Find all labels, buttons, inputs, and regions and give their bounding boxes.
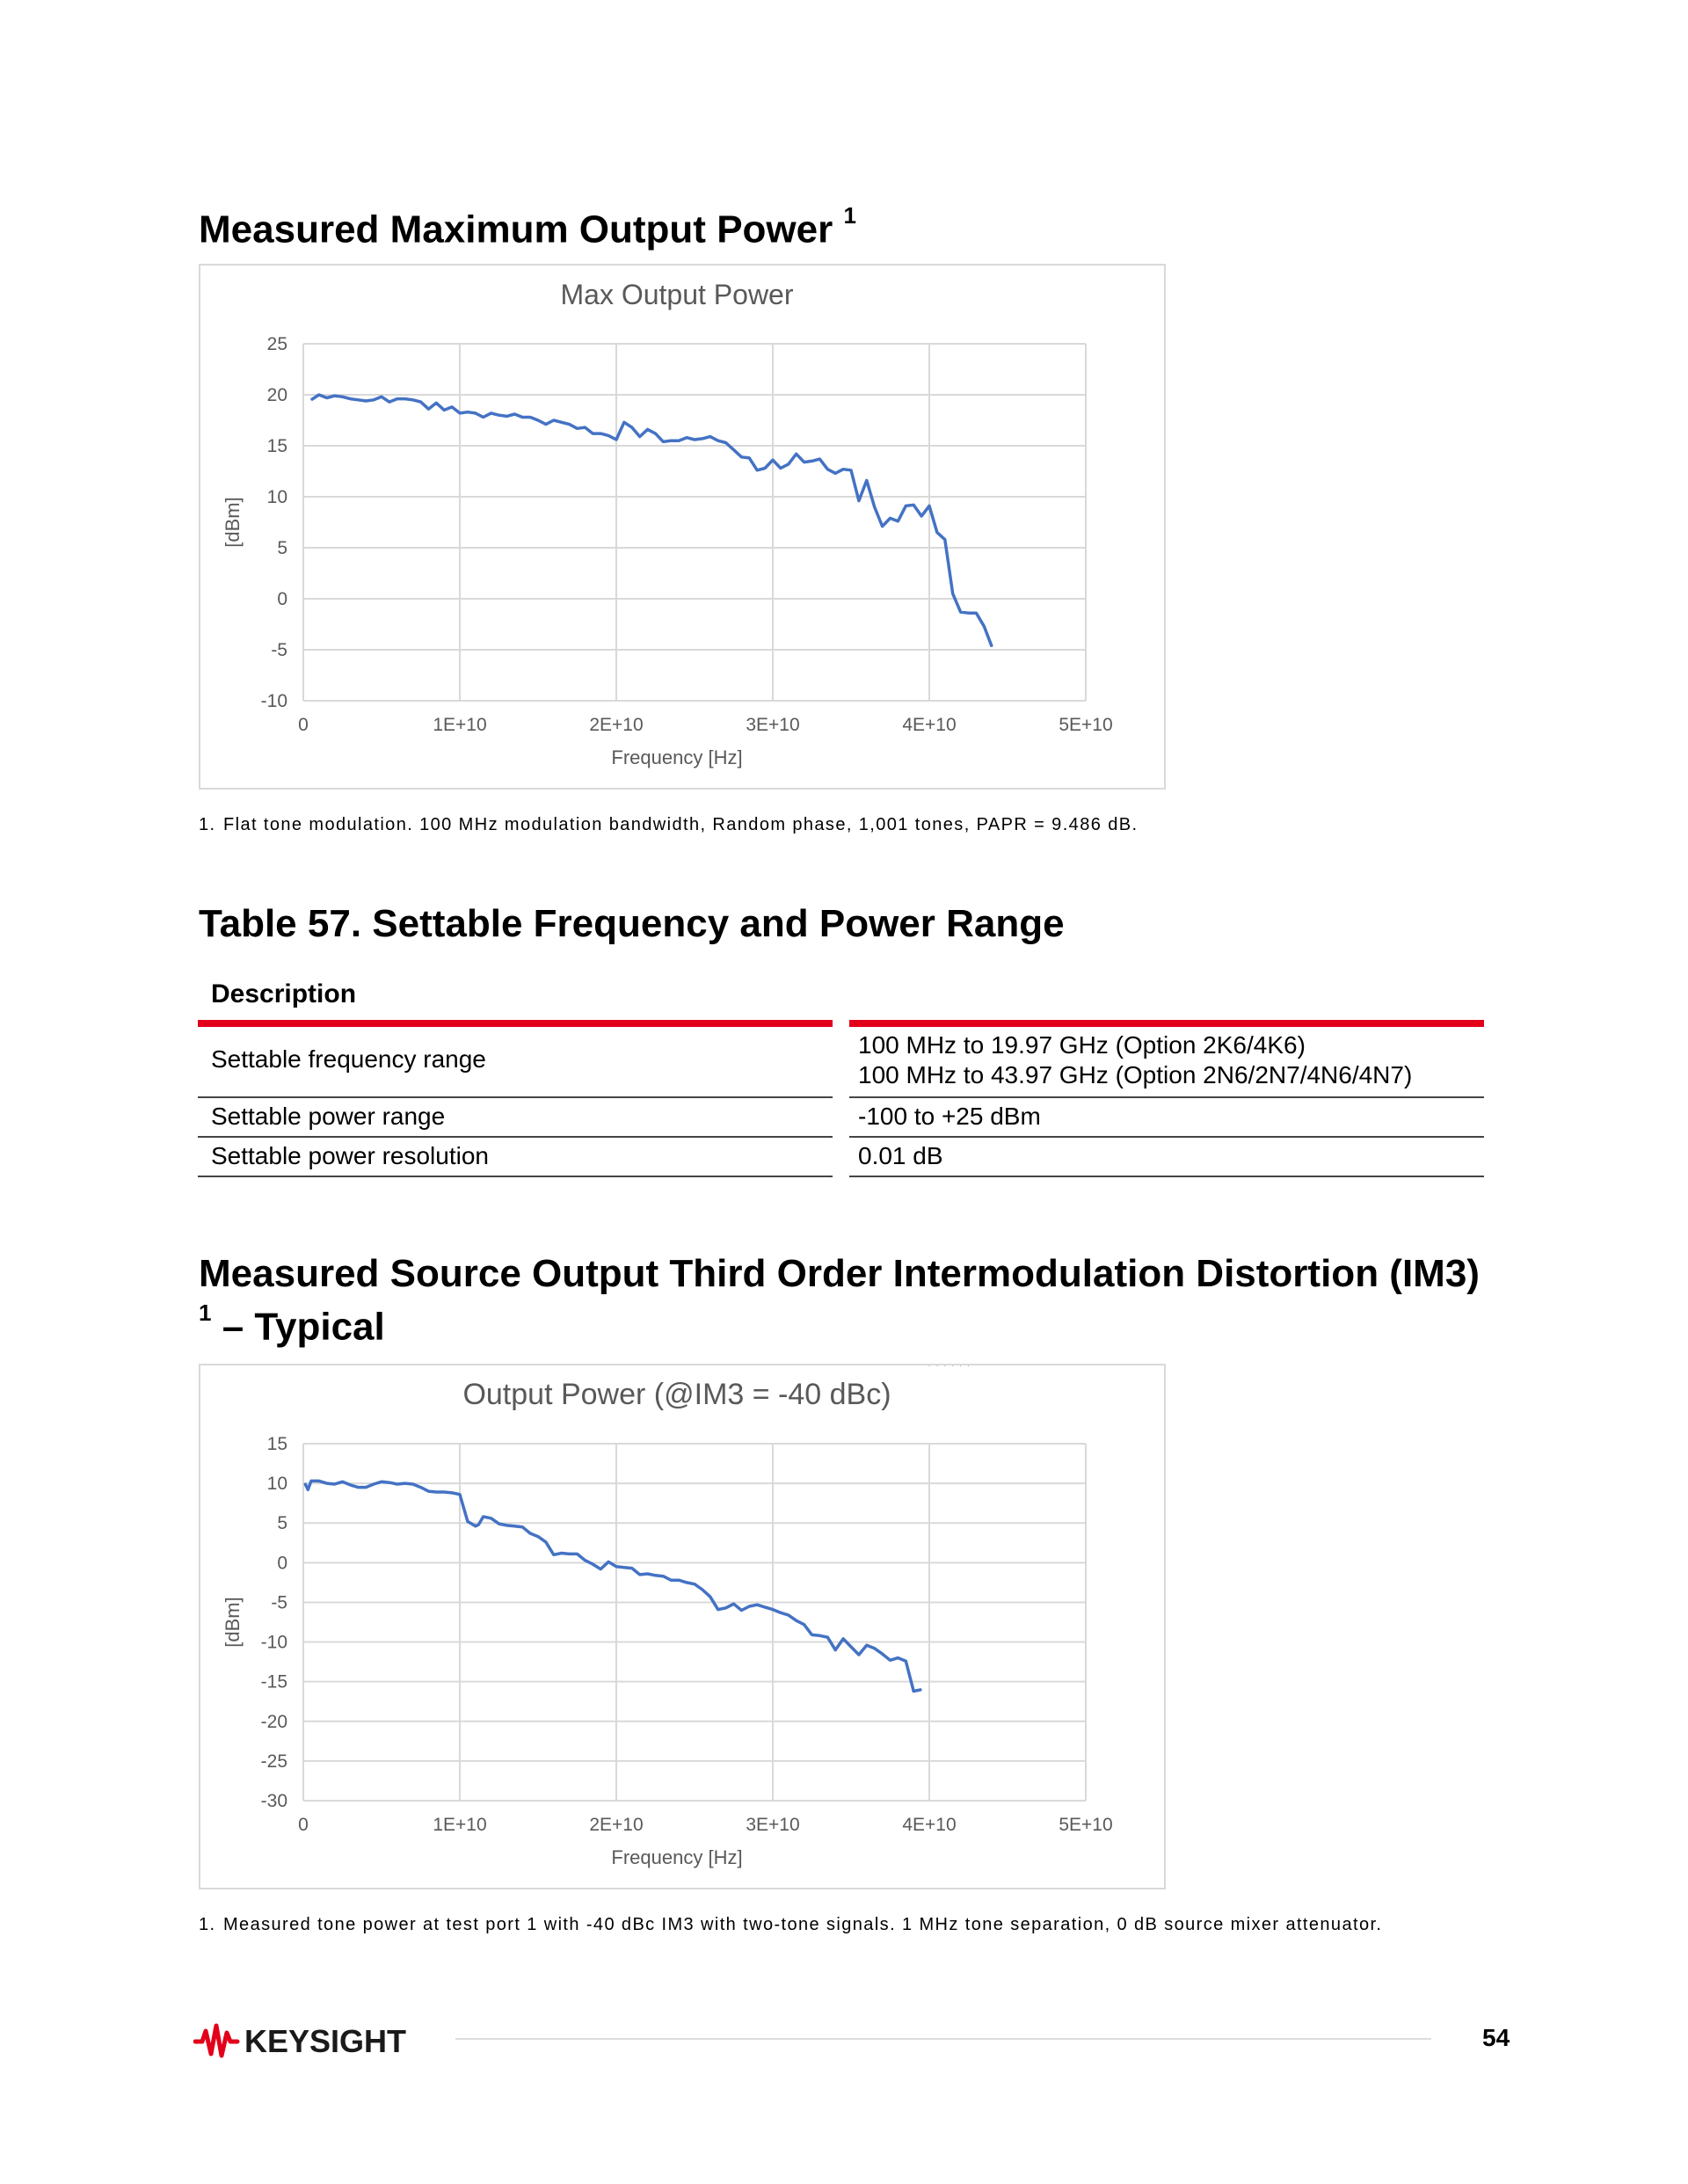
data-point xyxy=(663,441,664,442)
page-number: 54 xyxy=(1482,2024,1510,2051)
data-point xyxy=(631,427,632,428)
data-point xyxy=(796,454,797,455)
keysight-logo xyxy=(193,2015,422,2069)
data-point xyxy=(819,459,820,460)
data-point xyxy=(913,505,914,506)
table-row-divider xyxy=(849,1096,1484,1098)
data-point xyxy=(304,1483,305,1484)
data-point xyxy=(733,1604,734,1605)
data-point xyxy=(811,1634,812,1635)
data-point xyxy=(765,468,766,469)
data-point xyxy=(420,402,421,403)
data-point xyxy=(928,1365,929,1366)
data-point xyxy=(882,526,883,527)
data-point xyxy=(436,403,437,404)
data-point xyxy=(780,468,781,469)
data-point xyxy=(506,416,507,417)
data-point xyxy=(358,1487,359,1488)
x-tick-label: 1E+10 xyxy=(433,1815,487,1835)
table-row-value-line: 100 MHz to 43.97 GHz (Option 2N6/2N7/4N6/4N7) xyxy=(858,1061,1413,1088)
data-point xyxy=(553,1554,554,1555)
data-point xyxy=(569,424,570,425)
x-tick-label: 5E+10 xyxy=(1059,1815,1113,1835)
data-point xyxy=(631,1568,632,1569)
footnote-text: Measured tone power at test port 1 with -40 dBc IM3 with two-tone signals. 1 MHz tone separation, 0 dB source mixer attenuator. xyxy=(223,1915,1383,1934)
keysight-wordmark: KEYSIGHT xyxy=(244,2023,407,2059)
data-point xyxy=(623,1567,624,1568)
data-point xyxy=(308,1489,309,1490)
data-point xyxy=(467,1521,468,1522)
data-point xyxy=(545,424,546,425)
data-point xyxy=(537,419,538,420)
data-point xyxy=(968,613,969,614)
data-point xyxy=(334,1483,335,1484)
table-row-divider xyxy=(198,1136,833,1138)
section-heading-im3-line2 xyxy=(199,1296,385,1350)
data-point xyxy=(585,427,586,428)
data-point xyxy=(326,1483,327,1484)
data-point xyxy=(358,399,359,400)
data-point xyxy=(687,1582,688,1583)
series-line xyxy=(311,395,992,647)
data-point xyxy=(498,415,499,416)
data-point xyxy=(553,419,554,420)
data-point xyxy=(615,439,616,440)
data-point xyxy=(765,1606,766,1607)
data-point xyxy=(530,417,531,418)
data-point xyxy=(585,1560,586,1561)
data-point xyxy=(412,1483,413,1484)
data-point xyxy=(725,442,726,443)
data-point xyxy=(436,1491,437,1492)
data-point xyxy=(827,469,828,470)
data-point xyxy=(498,1524,499,1525)
im3-output-power-chart xyxy=(199,1364,1166,1889)
data-point xyxy=(819,1635,820,1636)
max-output-power-chart xyxy=(199,264,1166,790)
data-point xyxy=(366,400,367,401)
data-point xyxy=(350,1484,351,1485)
data-point xyxy=(874,1648,875,1649)
data-point xyxy=(835,1649,836,1650)
data-point xyxy=(984,626,985,627)
data-point xyxy=(717,440,718,441)
x-tick-label: 2E+10 xyxy=(589,715,644,735)
section-heading-text: Measured Maximum Output Power xyxy=(199,207,833,251)
data-point xyxy=(326,397,327,398)
x-tick-label: 3E+10 xyxy=(746,715,800,735)
x-tick-label: 5E+10 xyxy=(1059,715,1113,735)
data-point xyxy=(835,473,836,474)
chart-title: Output Power (@IM3 = -40 dBc) xyxy=(462,1378,891,1411)
data-point xyxy=(639,1574,640,1575)
y-tick-label: 5 xyxy=(277,538,287,558)
data-point xyxy=(522,1526,523,1527)
section-heading-im3-line1: Measured Source Output Third Order Intermodulation Distortion (IM3) xyxy=(199,1252,1480,1295)
y-tick-label: 0 xyxy=(277,1553,287,1574)
data-point xyxy=(890,518,891,519)
data-point xyxy=(522,417,523,418)
data-point xyxy=(475,412,476,413)
data-point xyxy=(882,1654,883,1655)
x-tick-label: 3E+10 xyxy=(746,1815,800,1835)
table-row-value-line: -100 to +25 dBm xyxy=(858,1103,1041,1130)
data-point xyxy=(772,460,773,461)
series-line xyxy=(305,1481,921,1691)
data-point xyxy=(623,422,624,423)
data-point xyxy=(671,1580,672,1581)
data-point xyxy=(483,417,484,418)
data-point xyxy=(921,515,922,516)
chart-svg xyxy=(200,266,1164,788)
data-point xyxy=(890,1660,891,1661)
table-row-label: Settable power range xyxy=(211,1103,446,1130)
data-point xyxy=(561,1553,562,1554)
data-point xyxy=(843,469,844,470)
table-row-value-line: 100 MHz to 19.97 GHz (Option 2K6/4K6) xyxy=(858,1031,1306,1059)
data-point xyxy=(478,1524,479,1525)
data-point xyxy=(404,398,405,399)
data-point xyxy=(858,500,859,501)
data-point xyxy=(459,1494,460,1495)
data-point xyxy=(976,613,977,614)
x-axis-title: Frequency [Hz] xyxy=(611,746,743,768)
data-point xyxy=(741,1610,742,1611)
x-axis-title: Frequency [Hz] xyxy=(611,1846,743,1868)
data-point xyxy=(952,593,953,594)
data-point xyxy=(671,440,672,441)
data-point xyxy=(545,1541,546,1542)
footnote-number: 1. xyxy=(199,1915,216,1934)
data-point xyxy=(858,1654,859,1655)
y-tick-label: 5 xyxy=(277,1513,287,1534)
footnote-1 xyxy=(199,813,1447,836)
data-point xyxy=(921,1689,922,1690)
data-point xyxy=(475,1525,476,1526)
data-point xyxy=(811,461,812,462)
data-point xyxy=(772,1609,773,1610)
data-point xyxy=(655,1575,656,1576)
data-point xyxy=(866,1645,867,1646)
data-point xyxy=(467,411,468,412)
data-point xyxy=(679,1580,680,1581)
table-header-bar-left xyxy=(198,1020,833,1027)
data-point xyxy=(960,1365,961,1366)
data-point xyxy=(749,457,750,458)
data-point xyxy=(342,1481,343,1482)
data-point xyxy=(960,612,961,613)
data-point xyxy=(452,1492,453,1493)
footnote-number: 1. xyxy=(199,815,216,834)
y-tick-label: -10 xyxy=(260,1632,287,1653)
data-point xyxy=(944,539,945,540)
chart-title: Max Output Power xyxy=(560,279,794,310)
table-row-label: Settable frequency range xyxy=(211,1045,486,1073)
y-axis-title: [dBm] xyxy=(222,497,244,548)
y-tick-label: -5 xyxy=(271,640,287,660)
data-point xyxy=(866,480,867,481)
data-point xyxy=(318,394,319,395)
table-row-value-line: 0.01 dB xyxy=(858,1142,943,1169)
data-point xyxy=(452,406,453,407)
y-tick-label: -5 xyxy=(271,1592,287,1613)
chart-svg xyxy=(200,1365,1164,1888)
data-point xyxy=(639,436,640,437)
data-point xyxy=(428,409,429,410)
data-point xyxy=(514,413,515,414)
data-point xyxy=(788,463,789,464)
x-tick-label: 1E+10 xyxy=(433,715,487,735)
x-tick-label: 4E+10 xyxy=(902,1815,957,1835)
data-point xyxy=(709,436,710,437)
y-tick-label: 10 xyxy=(266,487,287,507)
data-point xyxy=(992,646,993,647)
data-point xyxy=(310,399,311,400)
table-header-bar-right xyxy=(849,1020,1484,1027)
x-tick-label: 0 xyxy=(298,715,309,735)
data-point xyxy=(374,1483,375,1484)
data-point xyxy=(444,410,445,411)
data-point xyxy=(655,433,656,434)
data-point xyxy=(381,1481,382,1482)
data-point xyxy=(694,439,695,440)
data-point xyxy=(366,1487,367,1488)
data-point xyxy=(608,435,609,436)
data-point xyxy=(827,1637,828,1638)
data-point xyxy=(741,456,742,457)
y-tick-label: 10 xyxy=(266,1474,287,1495)
data-point xyxy=(936,1365,937,1366)
data-point xyxy=(412,399,413,400)
y-tick-label: 25 xyxy=(266,334,287,354)
x-tick-label: 4E+10 xyxy=(902,715,957,735)
data-point xyxy=(334,396,335,397)
data-point xyxy=(687,437,688,438)
y-tick-label: -20 xyxy=(260,1711,287,1732)
data-point xyxy=(600,433,601,434)
data-point xyxy=(788,1614,789,1615)
data-point xyxy=(647,429,648,430)
data-point xyxy=(374,399,375,400)
data-point xyxy=(420,1487,421,1488)
data-point xyxy=(952,1365,953,1366)
data-point xyxy=(898,1657,899,1658)
data-point xyxy=(404,1483,405,1484)
data-point xyxy=(561,422,562,423)
table-row-divider xyxy=(198,1176,833,1177)
x-tick-label: 2E+10 xyxy=(589,1815,644,1835)
y-tick-label: 20 xyxy=(266,385,287,405)
y-tick-label: -25 xyxy=(260,1751,287,1772)
table-row-label: Settable power resolution xyxy=(211,1142,489,1169)
y-tick-label: -30 xyxy=(260,1791,287,1811)
data-point xyxy=(694,1583,695,1584)
y-axis-title: [dBm] xyxy=(222,1597,244,1648)
data-point xyxy=(679,440,680,441)
y-tick-label: -15 xyxy=(260,1671,287,1693)
data-point xyxy=(850,1646,851,1647)
data-point xyxy=(537,1536,538,1537)
footer-divider xyxy=(455,2038,1431,2040)
footnote-marker: 1 xyxy=(199,1299,212,1326)
x-tick-label: 0 xyxy=(298,1815,309,1835)
footnote-2 xyxy=(199,1913,1447,1936)
data-point xyxy=(968,1365,969,1366)
y-tick-label: 15 xyxy=(266,436,287,456)
data-point xyxy=(843,1638,844,1639)
data-point xyxy=(350,398,351,399)
footnote-text: Flat tone modulation. 100 MHz modulation bandwidth, Random phase, 1,001 tones, PAPR = 9.486 dB. xyxy=(223,815,1139,834)
section-heading-text: – Typical xyxy=(222,1305,385,1349)
data-point xyxy=(709,1597,710,1598)
data-point xyxy=(615,1566,616,1567)
data-point xyxy=(514,1525,515,1526)
data-point xyxy=(936,532,937,533)
keysight-wave-icon xyxy=(195,2026,237,2056)
data-point xyxy=(944,1365,945,1366)
data-point xyxy=(733,449,734,450)
section-heading-max-output-power xyxy=(199,199,856,252)
data-point xyxy=(444,1491,445,1492)
data-point xyxy=(577,428,578,429)
table-row-divider xyxy=(198,1096,833,1098)
y-tick-label: -10 xyxy=(260,691,287,711)
data-point xyxy=(796,1620,797,1621)
y-tick-label: 0 xyxy=(277,589,287,609)
data-point xyxy=(647,1573,648,1574)
table-row-divider xyxy=(849,1136,1484,1138)
table-header-description: Description xyxy=(211,979,357,1008)
data-point xyxy=(428,1491,429,1492)
data-point xyxy=(717,1609,718,1610)
data-point xyxy=(749,1605,750,1606)
footnote-marker: 1 xyxy=(843,202,856,229)
data-point xyxy=(725,1607,726,1608)
data-point xyxy=(874,506,875,507)
data-point xyxy=(459,412,460,413)
data-point xyxy=(483,1516,484,1517)
data-point xyxy=(913,1691,914,1692)
table-title: Table 57. Settable Frequency and Power Range xyxy=(199,902,1065,945)
data-point xyxy=(530,1532,531,1533)
y-tick-label: 15 xyxy=(266,1434,287,1454)
table-row-divider xyxy=(849,1176,1484,1177)
